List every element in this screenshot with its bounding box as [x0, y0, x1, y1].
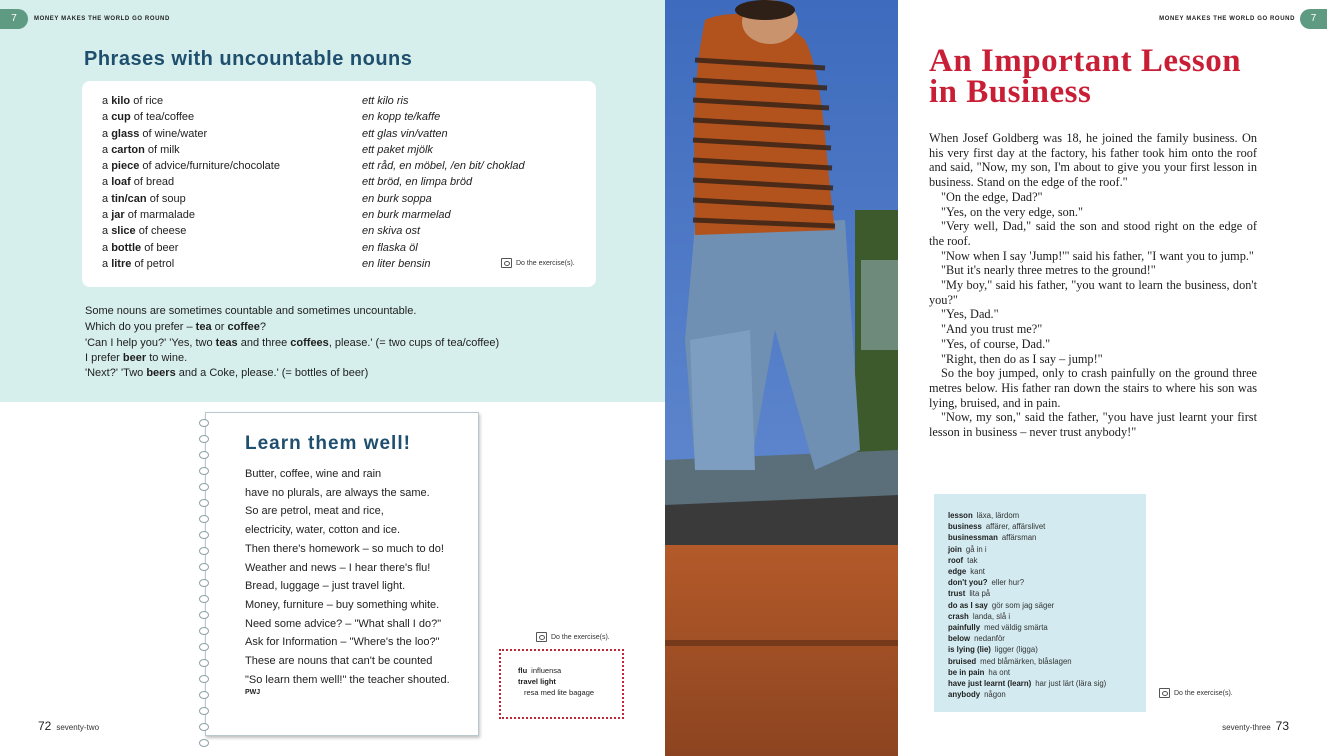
phrase-article: a [102, 111, 112, 124]
phrase-item [102, 142, 280, 158]
vocab-definition: lita på [969, 589, 991, 599]
gloss-row [518, 676, 622, 687]
vocab-definition: landa, slå i [972, 611, 1011, 621]
spiral-ring [199, 723, 209, 731]
phrase-noun: of wine/water [139, 127, 208, 140]
note-keyword: teas [215, 336, 238, 349]
spiral-ring [199, 483, 209, 491]
story-paragraph: "Right, then do as I say – jump!" [941, 351, 1103, 366]
page-number-words: seventy-two [56, 723, 100, 732]
gloss-term: travel light [518, 677, 556, 686]
story-paragraph: When Josef Goldberg was 18, he joined the family business. On his very first day at the factory, his father took him onto the roof and said, "Now, my son, I'm about to give you your first lesson in business. Stand on the edge of the roof." [929, 131, 1257, 190]
vocab-row [948, 667, 1146, 678]
phrase-item [102, 174, 280, 190]
note-text: 'Can I help you?' 'Yes, two [85, 336, 216, 349]
phrase-noun: of petrol [131, 257, 175, 270]
glossary-box [499, 649, 624, 719]
vocab-definition: med väldig smärta [984, 623, 1048, 633]
phrase-article: a [102, 241, 112, 254]
phrase-item [102, 126, 280, 142]
spiral-ring [199, 531, 209, 539]
note-line [85, 351, 605, 366]
phrase-translation: ett paket mjölk [362, 143, 433, 156]
running-head: MONEY MAKES THE WORLD GO ROUND [1159, 16, 1295, 22]
spiral-ring [199, 451, 209, 459]
phrase-measure: piece [111, 160, 140, 173]
phrase-noun: of advice/furniture/chocolate [139, 160, 280, 173]
note-line [85, 320, 605, 335]
phrase-article: a [102, 176, 112, 189]
story-paragraph: "Yes, of course, Dad." [941, 336, 1051, 351]
vocab-definition: affärsman [1001, 533, 1037, 543]
story-paragraph: "Very well, Dad," said the son and stood right on the edge of the roof. [929, 219, 1257, 248]
vocab-term: trust [948, 589, 966, 599]
phrase-article: a [102, 209, 112, 222]
spiral-ring [199, 675, 209, 683]
note-text: I prefer [85, 351, 123, 364]
phrase-noun: of beer [141, 241, 179, 254]
phrase-item [102, 109, 280, 125]
vocab-term: business [948, 522, 982, 532]
story-paragraph: "My boy," said his father, "you want to learn the business, don't you?" [929, 278, 1257, 307]
poem-author: PWJ [245, 689, 261, 696]
story-paragraph: "Yes, on the very edge, son." [941, 204, 1083, 219]
phrase-translation: en skiva ost [362, 225, 421, 238]
gloss-row [518, 687, 622, 698]
story-text [929, 131, 1257, 440]
section-title: Phrases with uncountable nouns [84, 48, 413, 70]
spiral-binding [199, 419, 213, 747]
phrase-noun: of rice [130, 95, 164, 107]
exercise-note[interactable] [1159, 688, 1233, 698]
photo-illustration [665, 0, 898, 756]
spiral-ring [199, 595, 209, 603]
poem-line: Money, furniture – buy something white. [245, 598, 440, 611]
phrase-translation: ett glas vin/vatten [362, 127, 448, 140]
vocab-definition: med blåmärken, blåslagen [980, 656, 1072, 666]
page-number-digits: 73 [1275, 719, 1289, 733]
spiral-ring [199, 467, 209, 475]
vocab-row [948, 588, 1146, 599]
vocab-term: anybody [948, 690, 981, 700]
right-page [898, 0, 1327, 756]
phrase-item [102, 240, 280, 256]
exercise-icon [1159, 688, 1170, 698]
poem-line: Ask for Information – "Where's the loo?" [245, 636, 440, 649]
phrase-article: a [102, 95, 112, 107]
vocab-definition: någon [984, 690, 1006, 700]
gloss-term: flu [518, 666, 528, 675]
note-line [85, 336, 605, 351]
phrase-measure: litre [111, 257, 132, 270]
vocab-definition: ligger (ligga) [994, 645, 1038, 655]
note-text: to wine. [146, 351, 188, 364]
exercise-label: Do the exercise(s). [1174, 689, 1233, 697]
exercise-note[interactable] [536, 632, 610, 642]
vocab-term: edge [948, 567, 967, 577]
running-head: MONEY MAKES THE WORLD GO ROUND [34, 16, 170, 22]
vocab-definition: kant [970, 567, 985, 577]
vocab-row [948, 611, 1146, 622]
spiral-ring [199, 419, 209, 427]
phrase-measure: tin/can [111, 192, 147, 205]
vocab-definition: ha ont [988, 667, 1011, 677]
story-paragraph: "But it's nearly three metres to the ground!" [941, 263, 1156, 278]
phrase-article: a [102, 225, 112, 238]
story-paragraph: "Yes, Dad." [941, 307, 999, 322]
phrase-item [102, 158, 280, 174]
phrase-measure: bottle [111, 241, 142, 254]
phrase-translation: en liter bensin [362, 257, 431, 270]
vocabulary-box [934, 494, 1146, 712]
vocab-term: do as I say [948, 600, 988, 610]
page-number [38, 719, 99, 733]
vocab-term: businessman [948, 533, 998, 543]
vocab-row [948, 633, 1146, 644]
page-number [1222, 719, 1289, 733]
note-text: and three [237, 336, 291, 349]
page-number-digits: 72 [38, 719, 52, 733]
vocab-row [948, 510, 1146, 521]
poem-line: So are petrol, meat and rice, [245, 505, 384, 518]
english-phrase-list [102, 93, 280, 272]
photo-boy-on-roof [665, 0, 898, 756]
poem-line: Weather and news – I hear there's flu! [245, 561, 431, 574]
phrase-measure: slice [111, 225, 136, 238]
story-paragraph: "Now when I say 'Jump!'" said his father, "I want you to jump." [941, 248, 1254, 263]
note-text: or [211, 321, 228, 334]
vocab-term: have just learnt (learn) [948, 679, 1032, 689]
phrase-item [102, 191, 280, 207]
vocab-term: lesson [948, 511, 973, 520]
gloss-definition: resa med lite bagage [524, 688, 595, 697]
note-keyword: tea [195, 321, 212, 334]
spiral-ring [199, 435, 209, 443]
vocab-term: below [948, 634, 971, 644]
chapter-tab: 7 [1300, 9, 1327, 29]
vocab-row [948, 566, 1146, 577]
vocab-row [948, 577, 1146, 588]
story-paragraph: "Now, my son," said the father, "you have just learnt your first lesson in business – never trust anybody!" [929, 410, 1257, 440]
phrase-translation: en flaska öl [362, 241, 418, 254]
poem-line: Bread, luggage – just travel light. [245, 580, 406, 593]
story-title: An Important Lesson in Business [929, 43, 1242, 110]
poem-line: Need some advice? – "What shall I do?" [245, 617, 442, 630]
phrase-measure: carton [111, 143, 145, 156]
note-text: Some nouns are sometimes countable and sometimes uncountable. [85, 305, 417, 317]
phrase-article: a [102, 127, 112, 140]
vocab-term: painfully [948, 623, 981, 633]
phrase-noun: of milk [144, 143, 180, 156]
poem-line: electricity, water, cotton and ice. [245, 524, 401, 537]
page-number-words: seventy-three [1222, 723, 1271, 732]
vocab-definition: har just lärt (lära sig) [1035, 679, 1107, 689]
vocab-term: roof [948, 555, 964, 565]
phrase-measure: glass [111, 127, 140, 140]
chapter-tab: 7 [0, 9, 28, 29]
vocab-row [948, 656, 1146, 667]
spiral-ring [199, 499, 209, 507]
exercise-label: Do the exercise(s). [516, 259, 575, 267]
gloss-row [518, 665, 622, 676]
story-paragraph: So the boy jumped, only to crash painfully on the ground three metres below. His father ran down the stairs to where his son was lying, bruised, and in pain. [929, 366, 1257, 410]
vocab-definition: affärer, affärslivet [985, 522, 1046, 532]
swedish-phrase-list [362, 93, 525, 272]
phrase-article: a [102, 143, 112, 156]
note-text: , please.' (= two cups of tea/coffee) [328, 336, 500, 349]
phrase-noun: of cheese [135, 225, 187, 238]
phrase-box [82, 81, 596, 287]
poem-lines [245, 465, 450, 689]
spiral-ring [199, 643, 209, 651]
vocab-term: be in pain [948, 667, 985, 677]
vocab-term: is lying (lie) [948, 645, 991, 655]
poem-line: have no plurals, are always the same. [245, 486, 430, 499]
note-keyword: beer [122, 351, 147, 364]
phrase-translation: en burk marmelad [362, 209, 451, 222]
note-keyword: coffees [290, 336, 329, 349]
vocab-definition: tak [967, 555, 978, 565]
vocab-definition: eller hur? [991, 578, 1025, 588]
spiral-ring [199, 659, 209, 667]
note-text: Which do you prefer – [85, 321, 196, 334]
phrase-translation: en kopp te/kaffe [362, 111, 441, 124]
phrase-item [102, 207, 280, 223]
spiral-ring [199, 691, 209, 699]
phrase-article: a [102, 192, 112, 205]
vocab-definition: läxa, lärdom [976, 511, 1020, 520]
note-keyword: beers [146, 367, 176, 380]
poem-title: Learn them well! [245, 433, 411, 454]
vocab-row [948, 689, 1146, 700]
vocab-row [948, 532, 1146, 543]
phrase-translation: ett bröd, en limpa bröd [362, 176, 473, 189]
note-text: 'Next?' 'Two [85, 367, 147, 380]
phrase-measure: cup [111, 111, 131, 124]
spiral-ring [199, 611, 209, 619]
vocab-row [948, 521, 1146, 532]
story-paragraph: "On the edge, Dad?" [941, 189, 1043, 204]
exercise-icon [501, 258, 512, 268]
note-text: and a Coke, please.' (= bottles of beer) [175, 367, 369, 380]
phrase-noun: of bread [130, 176, 175, 189]
usage-notes [85, 304, 605, 381]
spiral-ring [199, 707, 209, 715]
phrase-measure: loaf [111, 176, 131, 189]
vocab-definition: gå in i [965, 544, 987, 554]
vocab-row [948, 644, 1146, 655]
exercise-note[interactable] [501, 258, 575, 268]
spiral-ring [199, 739, 209, 747]
phrase-translation: en burk soppa [362, 192, 432, 205]
note-text: ? [259, 321, 267, 334]
phrase-article: a [102, 160, 112, 173]
poem-line: These are nouns that can't be counted [245, 655, 433, 668]
spiral-ring [199, 547, 209, 555]
vocabulary-list [934, 494, 1146, 700]
vocab-row [948, 555, 1146, 566]
story-paragraph: "And you trust me?" [941, 322, 1043, 337]
vocab-row [948, 622, 1146, 633]
spiral-ring [199, 627, 209, 635]
vocab-definition: gör som jag säger [991, 600, 1055, 610]
phrase-translation: ett råd, en möbel, /en bit/ choklad [362, 160, 525, 173]
spiral-ring [199, 515, 209, 523]
poem-line: Butter, coffee, wine and rain [245, 468, 382, 480]
vocab-term: bruised [948, 656, 977, 666]
phrase-article: a [102, 257, 112, 270]
vocab-row [948, 600, 1146, 611]
vocab-row [948, 678, 1146, 689]
phrase-noun: of marmalade [124, 209, 195, 222]
gloss-definition: influensa [531, 666, 562, 675]
vocab-row [948, 544, 1146, 555]
spiral-ring [199, 563, 209, 571]
vocab-term: crash [948, 611, 969, 621]
exercise-icon [536, 632, 547, 642]
phrase-noun: of soup [146, 192, 186, 205]
phrase-item [102, 256, 280, 272]
vocab-term: join [948, 544, 962, 554]
vocab-term: don't you? [948, 578, 988, 588]
phrase-item [102, 93, 280, 109]
phrase-translation: ett kilo ris [362, 95, 409, 107]
note-line [85, 304, 605, 319]
phrase-measure: kilo [111, 95, 131, 107]
spiral-ring [199, 579, 209, 587]
vocab-definition: nedanför [974, 634, 1005, 644]
phrase-measure: jar [111, 209, 125, 222]
exercise-label: Do the exercise(s). [551, 633, 610, 641]
note-keyword: coffee [227, 321, 260, 334]
phrase-noun: of tea/coffee [130, 111, 195, 124]
note-line [85, 366, 605, 381]
poem-line: "So learn them well!" the teacher shouted. [245, 673, 450, 686]
phrase-item [102, 223, 280, 239]
poem-notepaper [205, 412, 479, 736]
poem-line: Then there's homework – so much to do! [245, 542, 444, 555]
